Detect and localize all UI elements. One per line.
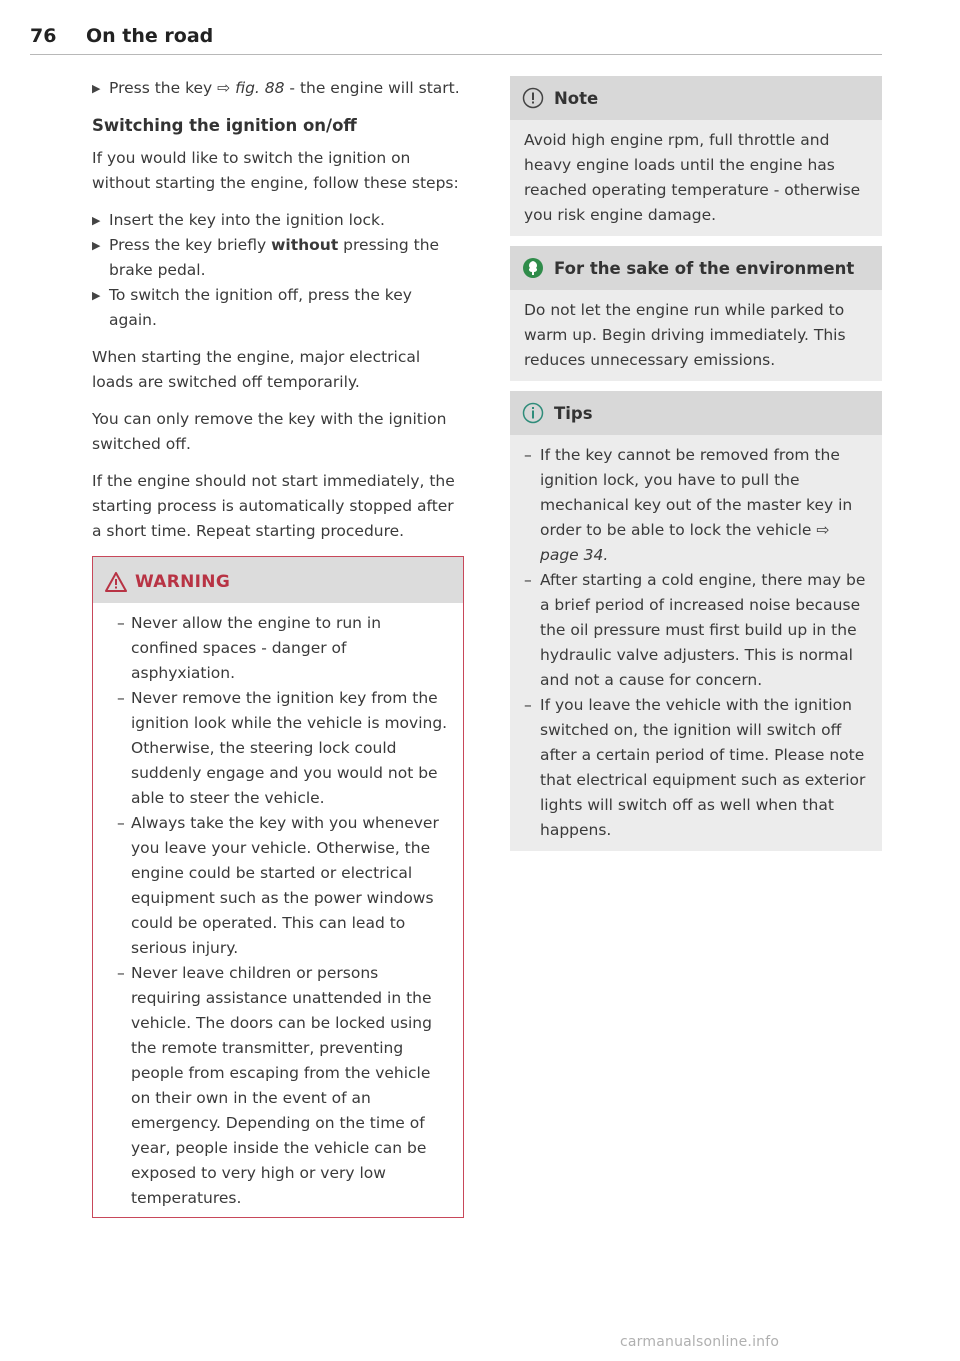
environment-header [510, 246, 882, 290]
section-title: On the road [86, 25, 214, 47]
info-circle-icon [522, 402, 544, 424]
figure-link[interactable]: ⇨ fig. 88 [217, 79, 285, 97]
note-header [510, 76, 882, 120]
right-column [510, 76, 882, 861]
warning-triangle-icon [105, 572, 127, 592]
left-column [92, 76, 464, 1218]
note-title: Note [554, 88, 599, 108]
exclamation-circle-icon [522, 87, 544, 109]
list-item: – After starting a cold engine, there may be a brief period of increased noise because the oil pressure must first build up in the hydraulic valve adjusters. This is normal and not a cause for concern. [524, 571, 866, 689]
list-item: – If you leave the vehicle with the ignition switched on, the ignition will switch off after a certain period of time. Please note that electrical equipment such as exterior lights will switch off as well when that happens. [524, 696, 866, 839]
watermark: carmanualsonline.info [620, 1334, 780, 1350]
tips-box [510, 391, 882, 851]
section-heading: Switching the ignition on/off [92, 116, 357, 135]
paragraph: When starting the engine, major electrical loads are switched off temporarily. [92, 348, 421, 391]
environment-box [510, 246, 882, 381]
list-item: ▶ To switch the ignition off, press the key again. [92, 283, 464, 333]
intro-bullet: ▶ Press the key ⇨ fig. 88 - the engine will start. [92, 76, 464, 101]
warning-box [92, 556, 464, 1218]
paragraph: You can only remove the key with the ignition switched off. [92, 410, 447, 453]
list-item: ▶ Insert the key into the ignition lock. [92, 208, 464, 233]
paragraph: If you would like to switch the ignition on without starting the engine, follow these steps: [92, 149, 459, 192]
list-item: – Never remove the ignition key from the ignition look while the vehicle is moving. Otherwise, the steering lock could suddenly engage and you would not be able to steer the vehicle. [117, 689, 448, 807]
list-item: ▶ Press the key briefly without pressing the brake pedal. [92, 233, 464, 283]
page-link[interactable]: ⇨ page 34. [540, 521, 830, 564]
list-item: – Always take the key with you whenever you leave your vehicle. Otherwise, the engine could be started or electrical equipment such as the power windows could be operated. This can lead to serious injury. [117, 814, 439, 957]
triangle-bullet-icon: ▶ [92, 239, 101, 252]
list-item: – If the key cannot be removed from the ignition lock, you have to pull the mechanical key out of the master key in order to be able to lock the vehicle ⇨ page 34. [524, 446, 853, 564]
environment-text: Do not let the engine run while parked to warm up. Begin driving immediately. This reduces unnecessary emissions. [524, 301, 846, 369]
page-header [30, 22, 882, 55]
page-number: 76 [30, 25, 57, 47]
paragraph: If the engine should not start immediately, the starting process is automatically stopped after a short time. Repeat starting procedure. [92, 472, 455, 540]
list-item: – Never allow the engine to run in confined spaces - danger of asphyxiation. [117, 614, 382, 682]
warning-header [93, 557, 463, 603]
tips-header [510, 391, 882, 435]
triangle-bullet-icon: ▶ [92, 82, 101, 95]
steps-list [92, 208, 464, 333]
warning-title: WARNING [135, 571, 231, 592]
triangle-bullet-icon: ▶ [92, 214, 101, 227]
environment-title: For the sake of the environment [554, 258, 855, 278]
list-item: – Never leave children or persons requiring assistance unattended in the vehicle. The doors can be locked using the remote transmitter, preventing people from escaping from the vehicle on their own in the event of an emergency. Depending on the time of year, people inside the vehicle can be exposed to very high or very low temperatures. [117, 964, 432, 1207]
triangle-bullet-icon: ▶ [92, 289, 101, 302]
tree-icon [522, 257, 544, 279]
warning-body [93, 603, 463, 1217]
tips-body [510, 435, 882, 851]
tips-title: Tips [554, 403, 593, 423]
note-box [510, 76, 882, 236]
note-text: Avoid high engine rpm, full throttle and heavy engine loads until the engine has reached operating temperature - otherwise you risk engine damage. [524, 131, 861, 224]
